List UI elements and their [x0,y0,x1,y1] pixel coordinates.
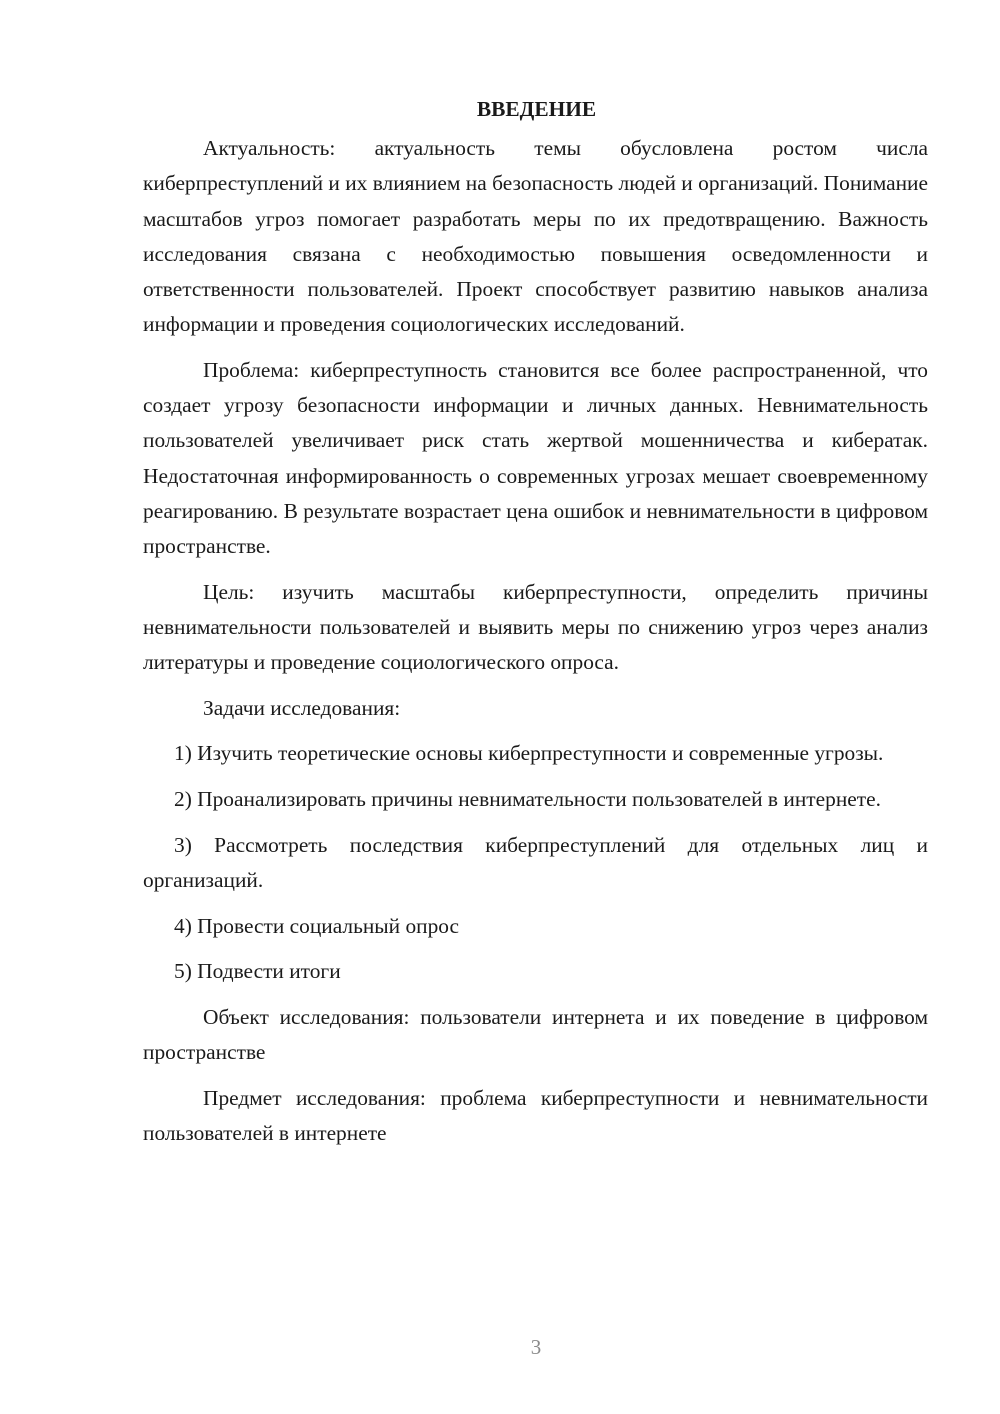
subject-paragraph: Предмет исследования: проблема киберпреступности и невнимательности пользователей в интернете [143,1086,928,1146]
document-page [143,92,928,1162]
list-item: 2) Проанализировать причины невнимательности пользователей в интернете. [174,787,881,812]
tasks-heading: Задачи исследования: [203,695,401,720]
list-item: 3) Рассмотреть последствия киберпреступлений для отдельных лиц и организаций. [143,832,928,893]
object-paragraph: Объект исследования: пользователи интернета и их поведение в цифровом пространстве [143,1005,928,1065]
list-item: 5) Подвести итоги [174,959,341,984]
page-number: 3 [530,1335,542,1359]
tasks-list [143,736,928,989]
page-title: ВВЕДЕНИЕ [476,97,597,121]
goal-paragraph: Цель: изучить масштабы киберпреступности, определить причины невнимательности пользователей и выявить меры по снижению угроз через анализ литературы и проведение социологического опроса. [143,579,928,675]
problem-paragraph: Проблема: киберпреступность становится все более распространенной, что создает угрозу безопасности информации и личных данных. Невнимательность пользователей увеличивает риск стать жертвой мошенничества и кибератак. Недостаточная информированность о современных угрозах мешает своевременному реагированию. В результате возрастает цена ошибок и невнимательности в цифровом пространстве. [143,357,928,558]
list-item: 1) Изучить теоретические основы киберпреступности и современные угрозы. [174,741,884,766]
relevance-paragraph: Актуальность: актуальность темы обусловлена ростом числа киберпреступлений и их влиянием на безопасность людей и организаций. Понимание масштабов угроз помогает разработать меры по их предотвращению. Важность исследования связана с необходимостью повышения осведомленности и ответственности пользователей. Проект способствует развитию навыков анализа информации и проведения социологических исследований. [143,136,928,337]
list-item: 4) Провести социальный опрос [174,913,460,938]
